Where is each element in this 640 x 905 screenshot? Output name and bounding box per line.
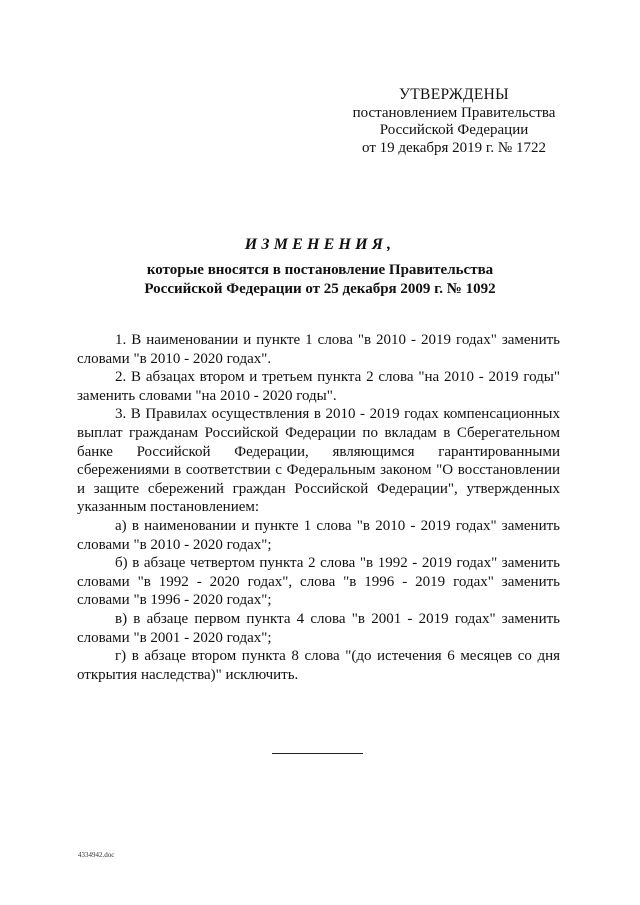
end-divider [272,753,363,754]
document-subtitle [100,261,540,298]
approval-line-1: постановлением Правительства [352,104,556,121]
approval-line-2: Российской Федерации [379,122,529,138]
document-body [77,331,560,684]
paragraph-item-3: 3. В Правилах осуществления в 2010 - 2019 годах компенсационных выплат гражданам Российской Федерации по вкладам в Сберегательном банке Российской Федерации, являющимся гарантированными сбережениями в соответствии с Федеральным законом "О восстановлении и защите сбережений граждан Российской Федерации", утвержденных указанным постановлением: [77,406,560,516]
document-title: ИЗМЕНЕНИЯ, [244,236,396,253]
paragraph-subitem-a: а) в наименовании и пункте 1 слова "в 2010 - 2019 годах" заменить словами "в 2010 - 2020 годах"; [77,517,560,553]
approval-line-3: от 19 декабря 2019 г. № 1722 [362,139,546,156]
paragraph-subitem-b: б) в абзаце четвертом пункта 2 слова "в 1992 - 2019 годах" заменить словами "в 1992 - 2020 годах", слова "в 1996 - 2019 годах" заменить словами "в 1996 - 2020 годах"; [77,555,560,609]
document-subtitle-line-1: которые вносятся в постановление Правительства [146,262,494,278]
paragraph-item-2: 2. В абзацах втором и третьем пункта 2 слова "на 2010 - 2019 годы" заменить словами "на 2010 - 2020 годы". [77,369,560,404]
paragraph-subitem-g: г) в абзаце втором пункта 8 слова "(до истечения 6 месяцев со дня открытия наследства)" исключить. [77,648,560,683]
paragraph-item-1: 1. В наименовании и пункте 1 слова "в 2010 - 2019 годах" заменить словами "в 2010 - 2020 годах". [77,332,560,367]
approval-block [338,86,570,157]
document-subtitle-line-2: Российской Федерации от 25 декабря 2009 г. № 1092 [144,280,496,297]
paragraph-subitem-v: в) в абзаце первом пункта 4 слова "в 2001 - 2019 годах" заменить словами "в 2001 - 2020 годах"; [77,610,560,646]
approval-title: УТВЕРЖДЕНЫ [399,86,509,103]
file-reference: 4334942.doc [78,851,115,859]
